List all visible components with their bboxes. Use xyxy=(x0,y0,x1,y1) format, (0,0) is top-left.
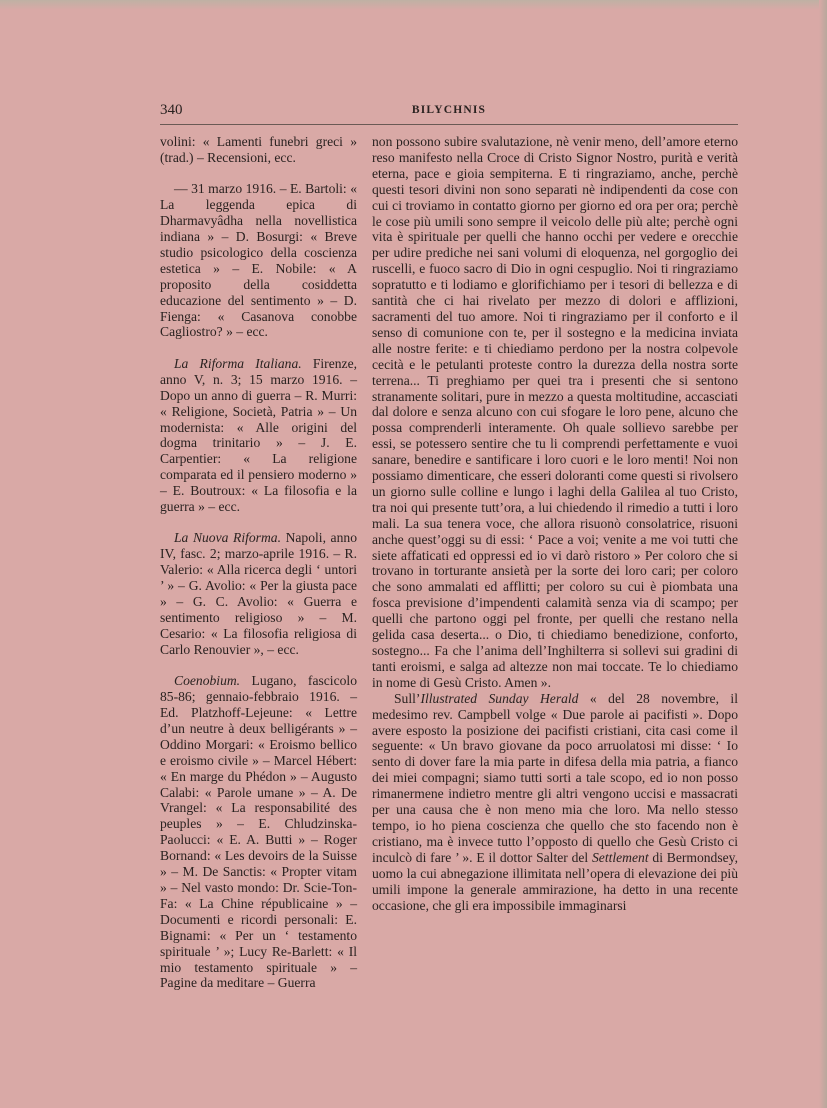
page-top-edge xyxy=(0,0,827,10)
left-paragraph-5 xyxy=(160,673,357,991)
header-rule xyxy=(160,124,738,125)
right-paragraph-1: non possono subire svalutazione, nè venir meno, dell’amore eterno reso manifesto nella Croce di Cristo Signor Nostro, purità e verità eterna, pace e gioia sempiterna. E ti ringraziamo, anche, perchè questi tesori divini non sono separati nè indipendenti da cose con cui ci troviamo in contatto giorno per giorno ed ora per ora; perchè le cose più umili sono sempre il veicolo delle più alte; perchè ogni vita è spirituale per quelli che hanno occhi per vedere e orecchie per udire prediche nei sani volumi di eloquenza, nel gorgoglio dei ruscelli, e fuoco sacro di Dio in ogni cespuglio. Noi ti ringraziamo sopratutto e ti lodiamo e glorifichiamo per i tesori di bellezza e di santità che ci hai rivelato per mezzo di dolori e afflizioni, sacramenti del tuo amore. Noi ti ringraziamo per il conforto e il senso di comunione con te, per il sostegno e la medicina inviata alle nostre ferite: e ti chiediamo perdono per la nostra colpevole cecità e le petulanti proteste contro la durezza della nostra sorte terrena... Ti preghiamo per quei tra i presenti che si sentono stranamente solitari, pure in mezzo a questa moltitudine, accasciati dal dolore e senza alcuno con cui sfogare le loro pene, alcuno che possa comprenderli interamente. Oh quale sollievo sarebbe per essi, se potessero sentire che tu li comprendi perfettamente e vuoi sanare, benedire e santificare i loro cuori e le loro menti! Noi non possiamo dimenticare, che esseri doloranti come questi si rivolsero un giorno sulle colline e lungo i laghi della Galilea al tuo Cristo, tra noi qui presente tutt’ora, a lui chiedendo il rimedio a tutti i loro mali. La sua tenera voce, che allora risuonò consolatrice, risuoni anche quest’oggi su di essi: ‘ Pace a voi; venite a me voi tutti che siete affaticati ed oppressi ed io vi darò ristoro » Per coloro che si trovano in torturante ansietà per la sorte dei loro cari; per coloro che sono ammalati ed afflitti; per coloro su cui è piombata una fosca previsione d’impendenti calamità senza via di scampo; per quelli che partono oggi pel fronte, per quelli che restano nella gelida casa deserta... o Dio, ti chiediamo benedizione, conforto, sostegno... Fa che l’anima dell’Inghilterra si sollevi sui gradini di tanti eroismi, e salga ad altezze non mai toccate. Te lo chiediamo in nome di Gesù Cristo. Amen ». xyxy=(372,134,738,690)
text-run: Sull’ xyxy=(394,690,421,706)
left-column xyxy=(160,134,357,991)
left-paragraph-2: — 31 marzo 1916. – E. Bartoli: « La leggenda epica di Dharmavyâdha nella novellistica indiana » – D. Bosurgi: « Breve studio psicologico della coscienza estetica » – E. Nobile: « A proposito della cosiddetta educazione del sentimento » – D. Fienga: « Casanova conobbe Cagliostro? » – ecc. xyxy=(160,181,357,340)
journal-contents: Lugano, fascicolo 85-86; gennaio-febbraio 1916. – Ed. Platzhoff-Lejeune: « Lettre d’un neutre à deux belligérants » – Oddino Morgari: « Eroismo bellico e eroismo civile » – Marcel Hébert: « En marge du Phédon » – Augusto Calabi: « Parole umane » – A. De Vrangel: « La responsabilité des peuples » – E. Chludzinska-Paolucci: « E. A. Butti » – Roger Bornand: « Les devoirs de la Suisse » – M. De Sanctis: « Propter vitam » – Nel vasto mondo: Dr. Scie-Ton-Fa: « La Chine républicaine » – Documenti e ricordi personali: E. Bignami: « Per un ‘ testamento spirituale ’ »; Lucy Re-Barlett: « Il mio testamento spirituale » – Pagine da meditare – Guerra xyxy=(160,673,357,991)
right-paragraph-2 xyxy=(372,691,738,914)
running-title: BILYCHNIS xyxy=(411,104,487,116)
page-number: 340 xyxy=(160,102,183,118)
text-run: di Bermondsey, uomo la cui abnegazione illimitata nell’opera di elevazione dei più umili impone la generale ammirazione, ha detto in una recente occasione, che gli era impossibile immaginarsi xyxy=(372,849,738,913)
text-run: « del 28 novembre, il medesimo rev. Campbell volge « Due parole ai pacifisti ». Dopo avere esposto la posizione dei pacifisti cristiani, cita casi come il seguente: « Un bravo giovane da poco arruolatosi mi disse: ‘ Io sento di dover fare la mia parte in difesa della mia patria, a fianco dei miei compagni; siamo tutti sorti a tale scopo, ed io non posso rimanermene indietro mentre gli altri vengono uccisi e massacrati per una causa che è non meno mia che loro. Ma nello stesso tempo, io ho piena coscienza che quello che sto facendo non è cristiano, ma è invece tutto l’opposto di quello che Gesù Cristo ci inculcò di fare ’ ». E il dottor Salter del xyxy=(372,690,738,865)
left-paragraph-3 xyxy=(160,356,357,515)
page-header xyxy=(160,100,738,124)
settlement-title: Settlement xyxy=(591,849,649,865)
left-paragraph-4 xyxy=(160,530,357,657)
journal-title-coenobium: Coenobium. xyxy=(174,673,241,689)
left-paragraph-1: volini: « Lamenti funebri greci » (trad.) – Recensioni, ecc. xyxy=(160,134,357,165)
periodical-title-herald: Illustrated Sunday Herald xyxy=(420,690,579,706)
page-right-edge xyxy=(819,0,827,1108)
journal-contents: Firenze, anno V, n. 3; 15 marzo 1916. – Dopo un anno di guerra – R. Murri: « Religione, Società, Patria » – Un modernista: « Alle origini del dogma trinitario » – J. E. Carpentier: « La religione comparata ed il pensiero moderno » – E. Boutroux: « La filosofia e la guerra » – ecc. xyxy=(160,355,358,515)
journal-title-riforma-italiana: La Riforma Italiana. xyxy=(174,355,302,371)
journal-contents: Napoli, anno IV, fasc. 2; marzo-aprile 1916. – R. Valerio: « Alla ricerca degli ‘ untori ’ » – G. Avolio: « Per la giusta pace » – G. C. Avolio: « Guerra e sentimento religioso » – M. Cesario: « La filosofia religiosa di Carlo Renouvier », – ecc. xyxy=(160,530,357,657)
right-column xyxy=(372,134,738,913)
journal-title-nuova-riforma: La Nuova Riforma. xyxy=(174,530,281,546)
